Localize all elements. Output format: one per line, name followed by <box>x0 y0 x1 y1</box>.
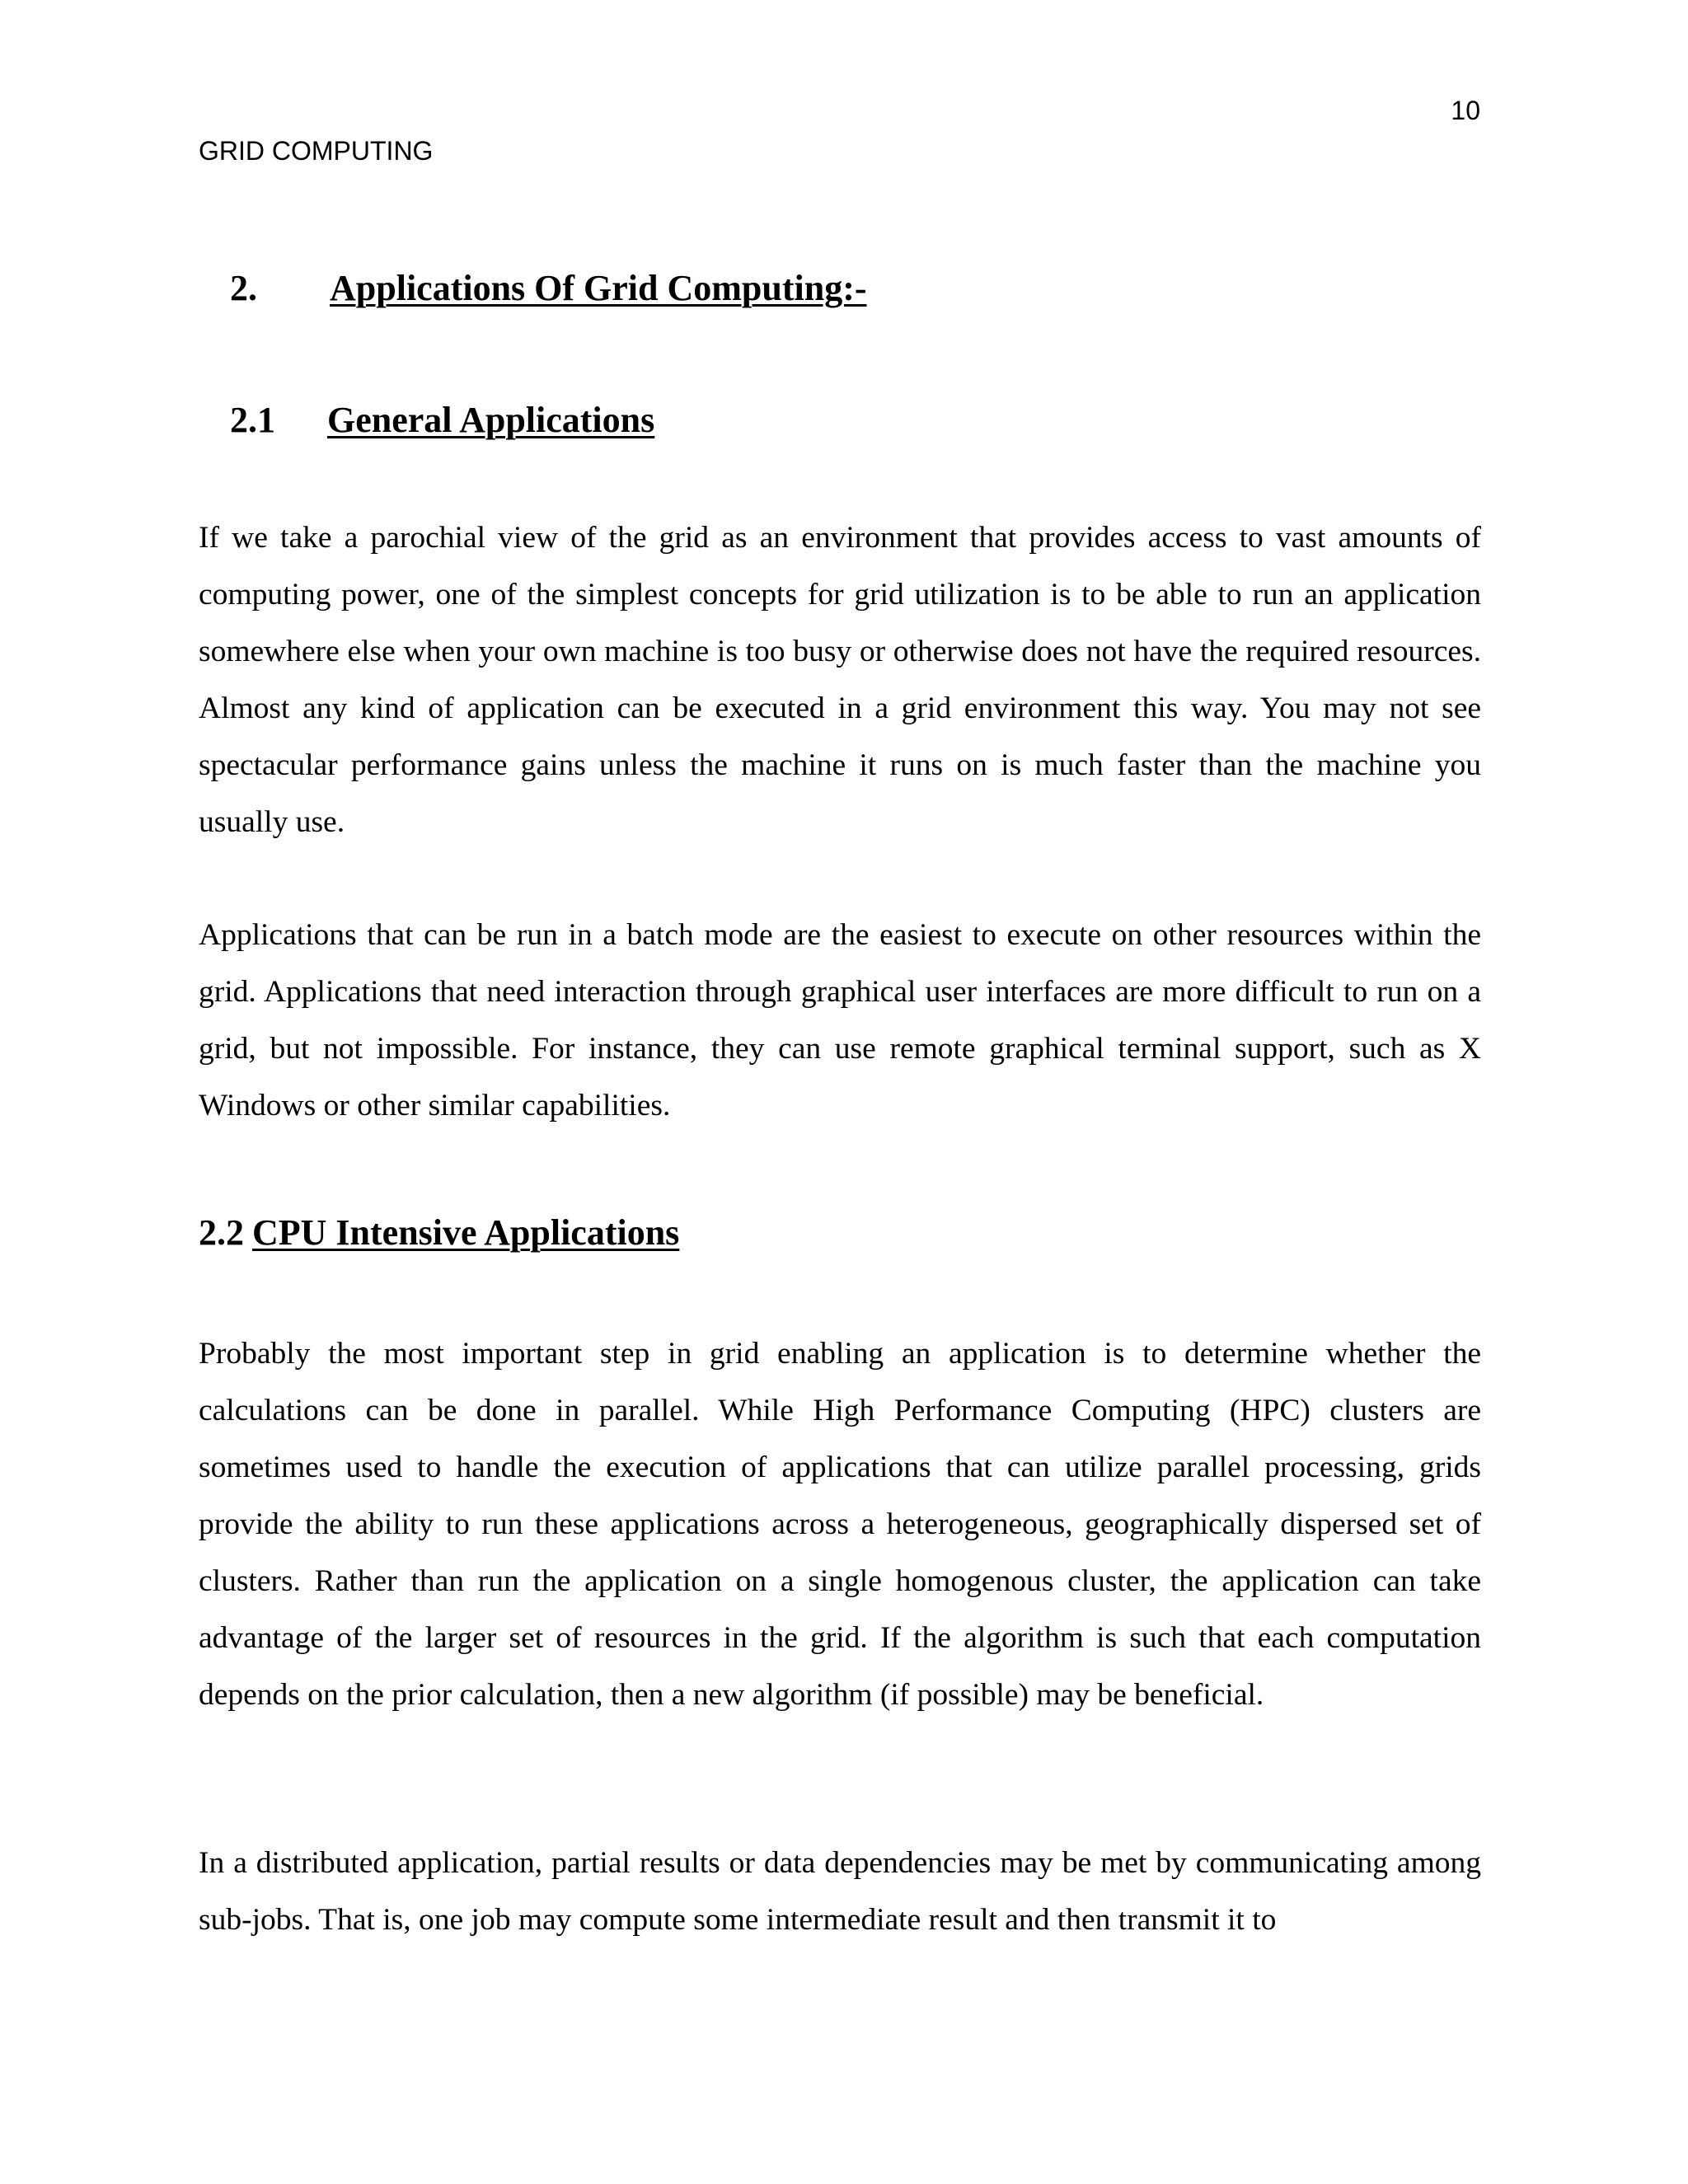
section-number: 2.2 <box>199 1212 244 1253</box>
section-heading-cpu-intensive <box>199 1212 680 1253</box>
section-title: CPU Intensive Applications <box>252 1212 680 1253</box>
paragraph-cpu-1: Probably the most important step in grid enabling an application is to determine whether the calculations can be done in parallel. While High Performance Computing (HPC) clusters are sometimes used to handle the execution of applications that can utilize parallel processing, grids provide the ability to run these applications across a heterogeneous, geographically dispersed set of clusters. Rather than run the application on a single homogenous cluster, the application can take advantage of the larger set of resources in the grid. If the algorithm is such that each computation depends on the prior calculation, then a new algorithm (if possible) may be beneficial. <box>199 1337 1481 1712</box>
running-header: GRID COMPUTING <box>199 136 434 166</box>
section-title: Applications Of Grid Computing:- <box>330 268 867 308</box>
paragraph-general-1: If we take a parochial view of the grid as an environment that provides access to vast amounts of computing power, one of the simplest concepts for grid utilization is to be able to run an application somewhere else when your own machine is too busy or otherwise does not have the required resources. Almost any kind of application can be executed in a grid environment this way. You may not see spectacular performance gains unless the machine it runs on is much faster than the machine you usually use. <box>199 521 1481 839</box>
section-number: 2. <box>230 268 257 308</box>
section-number: 2.1 <box>230 400 275 440</box>
section-title: General Applications <box>327 400 655 440</box>
section-heading-applications <box>230 270 867 307</box>
paragraph-cpu-2: In a distributed application, partial results or data dependencies may be met by communicating among sub-jobs. That is, one job may compute some intermediate result and then transmit it to <box>199 1846 1481 1937</box>
paragraph-general-2: Applications that can be run in a batch mode are the easiest to execute on other resources within the grid. Applications that need interaction through graphical user interfaces are more difficult to run on a grid, but not impossible. For instance, they can use remote graphical terminal support, such as X Windows or other similar capabilities. <box>199 918 1481 1122</box>
page-number: 10 <box>1451 96 1480 125</box>
section-heading-general-applications <box>230 402 654 438</box>
